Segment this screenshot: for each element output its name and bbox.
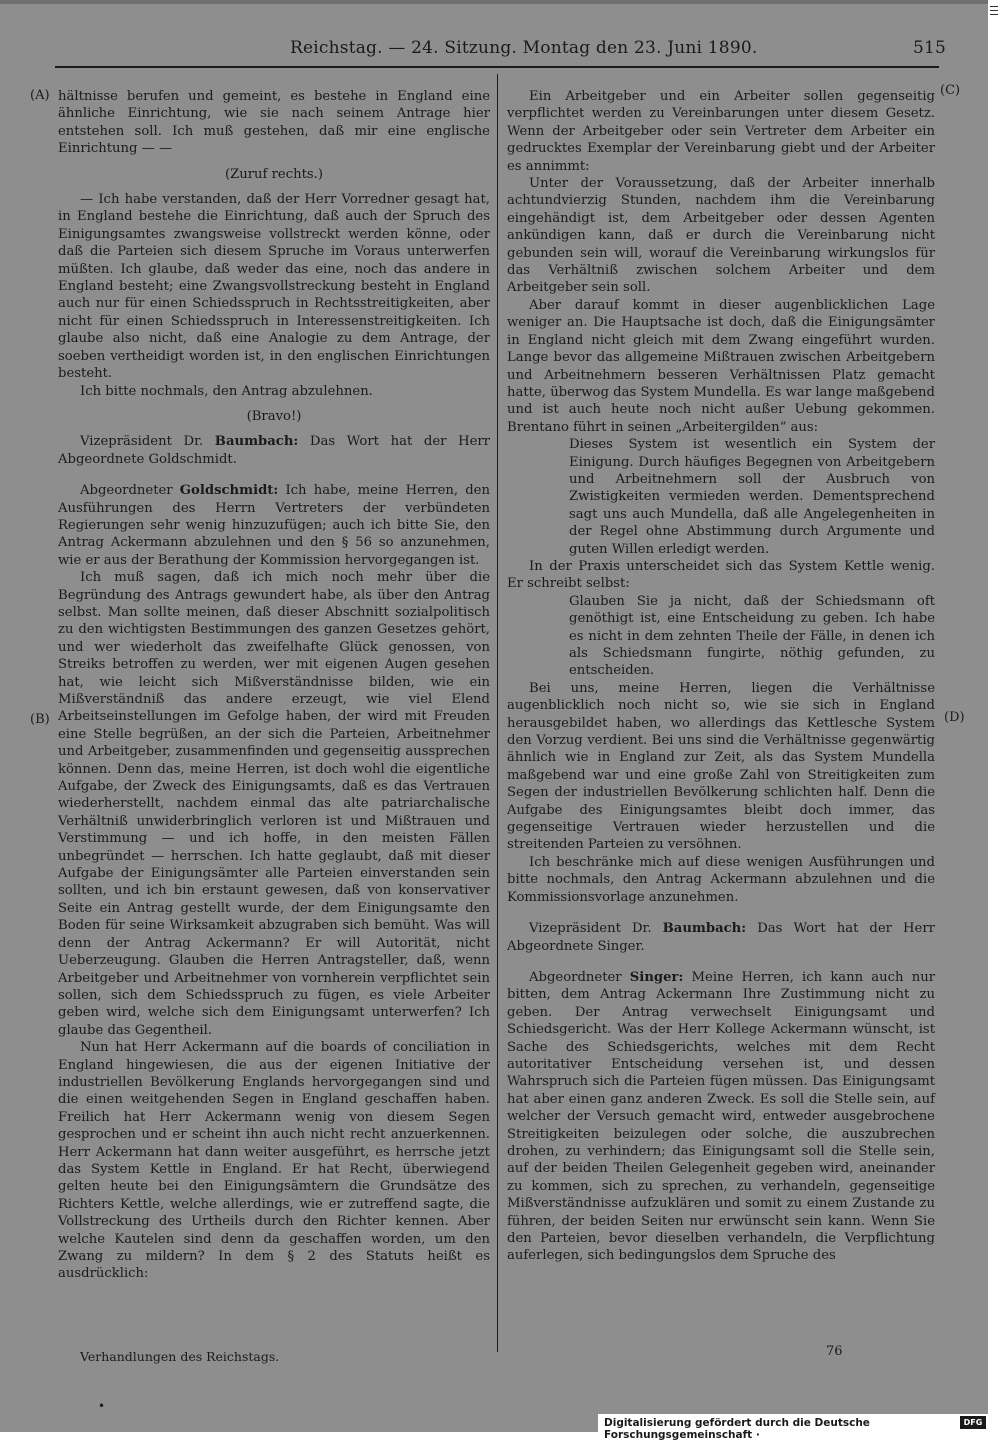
speaker-name: Baumbach: (214, 434, 299, 450)
margin-tick (990, 10, 998, 11)
margin-tick (990, 6, 998, 7)
block-quote: Glauben Sie ja nicht, daß der Schiedsmann oft genöthigt ist, eine Entscheidung zu geben. Ich habe es nicht in dem zehnten Theile der Fälle, in denen ich als Schiedsmann fungirte, nöthig gefunden, zu entscheiden. (569, 593, 935, 679)
margin-tick (990, 14, 998, 15)
left-column (58, 88, 490, 1283)
paragraph: Bei uns, meine Herren, liegen die Verhältnisse augenblicklich noch nicht so, wie sie sich in England herausgebildet haben, wo allerdings das Kettlesche System den Vorzug verdient. Bei uns sind die Verhältnisse gegenwärtig ähnlich wie in England zur Zeit, als das System Mundella maßgebend war und eine große Zahl von Streitigkeiten zum Segen der industriellen Bevölkerung schlichten half. Denn die Aufgabe des Einigungsamtes bleibt doch immer, das gegenseitige Vertrauen wieder herzustellen und die streitenden Parteien zu versöhnen. (507, 680, 935, 853)
dfg-logo: DFG (960, 1416, 986, 1429)
paragraph: Nun hat Herr Ackermann auf die boards of conciliation in England hingewiesen, die aus der eigenen Initiative der industriellen Bevölkerung Englands hervorgegangen sind und die einen weitgehenden Segen in England geschaffen haben. Freilich hat Herr Ackermann wenig von diesem Segen gesprochen und er scheint ihn auch nicht recht anzuerkennen. Herr Ackermann hat dann weiter ausgeführt, es herrsche jetzt das System Kettle in England. Er hat Recht, überwiegend gelten heute bei den Einigungsämtern die Grundsätze des Richters Kettle, welche allerdings, wie er zutreffend sagte, die Vollstreckung des Urtheils durch den Richter kennen. Aber welche Kautelen sind denn da geschaffen worden, um den Zwang zu mildern? In dem § 2 des Statuts heißt es ausdrücklich: (58, 1040, 490, 1282)
speaker-paragraph (507, 920, 935, 955)
paragraph: Aber darauf kommt in dieser augenblicklichen Lage weniger an. Die Hauptsache ist doch, daß die Einigungsämter in England nicht gleich mit dem Zwang eingeführt wurden. Lange bevor das allgemeine Mißtrauen zwischen Arbeitgebern und Arbeitnehmern besseren Verhältnissen Platz gemacht hatte, überwog das System Mundella. Es war lange maßgebend und ist auch heute noch nicht außer Uebung gekommen. Brentano führt in seinen „Arbeitergilden“ aus: (507, 297, 935, 435)
speaker-name: Baumbach: (662, 921, 747, 937)
sheet-signature: 76 (826, 1344, 843, 1359)
spacer (58, 468, 490, 482)
dfg-attribution (598, 1414, 988, 1441)
spacer (507, 955, 935, 969)
speaker-paragraph (58, 482, 490, 569)
block-quote: Dieses System ist wesentlich ein System der Einigung. Durch häufiges Begegnen von Arbeitgebern und Arbeitnehmern soll der Ausbruch von Zwistigkeiten vermieden werden. Dementsprechend sagt uns auch Mundella, daß alle Angelegenheiten in der Regel ohne Abstimmung durch Argumente und guten Willen erledigt werden. (569, 437, 935, 557)
quoted-paragraph: Unter der Voraussetzung, daß der Arbeiter innerhalb achtundvierzig Stunden, nachdem ihm die Vereinbarung eingehändigt ist, dem Arbeitgeber oder dessen Agenten ankündigen kann, daß er durch die Vereinbarung nicht gebunden sein will, worauf die Vereinbarung wirkungslos für das Verhältniß zwischen solchem Arbeiter und dem Arbeitgeber sein soll. (507, 176, 935, 296)
paragraph: Ich muß sagen, daß ich mich noch mehr über die Begründung des Antrags gewundert habe, als über den Antrag selbst. Man sollte meinen, daß dieser Abschnitt sozialpolitisch zu den wichtigsten Bestimmungen des ganzen Gesetzes gehört, und wer wiederholt das zweifelhafte Glück genossen, von Streiks betroffen zu werden, wer mit eigenen Augen gesehen hat, wie leicht sich Mißverständnisse bilden, wie ein Mißverständniß das andere erzeugt, wie viel Elend Arbeitseinstellungen im Gefolge haben, der wird mit Freuden eine Stelle begrüßen, an der sich die Parteien, Arbeitnehmer und Arbeitgeber, zusammenfinden und gegenseitig aussprechen können. Denn das, meine Herren, ist doch wohl die eigentliche Aufgabe, der Zweck des Einigungsamts, daß es das Vertrauen wiederherstellt, nachdem einmal das alte patriarchalische Verhältniß unwiderbringlich verloren ist und Mißtrauen und Verstimmung — und ich hoffe, in den meisten Fällen unbegründet — herrschen. Ich hatte geglaubt, daß mit dieser Aufgabe der Einigungsämter alle Parteien einverstanden sein sollten, und ich bin erstaunt gewesen, daß von konservativer Seite ein Antrag gestellt wurde, der dem Einigungsamte den Boden für seine Wirksamkeit abzugraben sich bemüht. Was will denn der Antrag Ackermann? Er will Autorität, nicht Ueberzeugung. Glauben die Herren Antragsteller, daß, wenn Arbeitgeber und Arbeitnehmer von vornherein verpflichtet sein sollen, sich dem Schiedsspruch zu fügen, es viele Arbeiter geben wird, welche sich dem Einigungsamt unterwerfen? Ich glaube das Gegentheil. (58, 570, 490, 1038)
margin-marker-d: (D) (944, 710, 965, 725)
paragraph: In der Praxis unterscheidet sich das System Kettle wenig. Er schreibt selbst: (507, 558, 935, 592)
speaker-role: Abgeordneter (529, 969, 622, 985)
paragraph: Ich bitte nochmals, den Antrag abzulehnen. (80, 383, 373, 399)
scan-dot: • (98, 1399, 106, 1413)
spacer (507, 906, 935, 920)
speaker-role: Vizepräsident Dr. (80, 434, 204, 450)
speaker-paragraph (58, 433, 490, 468)
speaker-text: Meine Herren, ich kann auch nur bitten, dem Antrag Ackermann Ihre Zustimmung nicht zu geben. Der Antrag verwechselt Einigungsamt und Schiedsgericht. Was der Herr Kollege Ackermann wünscht, ist Sache des Schiedsgerichts, welches mit dem Recht autoritativer Entscheidung versehen ist, und dessen Wahrspruch sich die Parteien fügen müssen. Das Einigungsamt hat aber einen ganz anderen Zweck. Es soll die Stelle sein, auf welcher der Versuch gemacht wird, entweder ausgebrochene Streitigkeiten beizulegen oder solche, die auszubrechen drohen, zu verhindern; das Einigungsamt soll die Stelle sein, auf der beiden Theilen Gelegenheit gegeben wird, aneinander zu kommen, sich zu sprechen, zu verhandeln, gegenseitige Mißverständnisse aufzuklären und somit zu einem Zustande zu führen, der beiden Seiten nur erwünscht sein kann. Wenn Sie den Parteien, bevor dieselben verhandeln, die Verpflichtung auferlegen, sich bedingungslos dem Spruche des (507, 969, 935, 1264)
speaker-text: Ich habe, meine Herren, den Ausführungen des Herrn Vertreters der verbündeten Regierungen sehr wenig hinzuzufügen; auch ich bitte Sie, den Antrag Ackermann abzulehnen und den § 56 so anzunehmen, wie er aus der Berathung der Kommission hervorgegangen ist. (58, 483, 490, 568)
interjection: (Zuruf rechts.) (224, 166, 324, 182)
margin-marker-b: (B) (30, 712, 50, 727)
page-number: 515 (912, 38, 946, 58)
paragraph: Ich beschränke mich auf diese wenigen Ausführungen und bitte nochmals, den Antrag Ackermann abzulehnen und die Kommissionsvorlage anzunehmen. (507, 854, 935, 905)
paragraph: hältnisse berufen und gemeint, es bestehe in England eine ähnliche Einrichtung, wie sie nach seinem Antrage hier entstehen soll. Ich muß gestehen, daß mir eine englische Einrichtung — — (58, 89, 490, 157)
speaker-role: Vizepräsident Dr. (529, 921, 652, 937)
scan-edge (0, 0, 988, 4)
speaker-name: Singer: (629, 969, 684, 985)
margin-marker-c: (C) (940, 83, 961, 98)
quoted-paragraph: Ein Arbeitgeber und ein Arbeiter sollen gegenseitig verpflichtet werden zu Vereinbarungen unter diesem Gesetz. Wenn der Arbeitgeber oder sein Vertreter dem Arbeiter ein gedrucktes Exemplar der Vereinbarung giebt und der Arbeiter es annimmt: (507, 89, 935, 174)
dfg-attribution-text: Digitalisierung gefördert durch die Deutsche Forschungsgemeinschaft · (604, 1417, 870, 1441)
running-title: Reichstag. — 24. Sitzung. Montag den 23. Juni 1890. (290, 38, 758, 58)
footer-note: Verhandlungen des Reichstags. (80, 1349, 280, 1364)
interjection: (Bravo!) (246, 408, 302, 424)
speaker-name: Goldschmidt: (179, 483, 279, 499)
paragraph: — Ich habe verstanden, daß der Herr Vorredner gesagt hat, in England bestehe die Einrichtung, daß auch der Spruch des Einigungsamtes zwangsweise vollstreckt werden könne, oder daß die Parteien sich diesem Spruche im Voraus unterwerfen müßten. Ich glaube, daß weder das eine, noch das andere in England besteht; eine Zwangsvollstreckung besteht in England auch nur für einen Schiedsspruch in Rechtsstreitigkeiten, aber nicht für einen Schiedsspruch in Interessenstreitigkeiten. Ich glaube also nicht, daß eine Analogie zu dem Antrage, der soeben vertheidigt worden ist, in den englischen Einrichtungen besteht. (58, 192, 490, 382)
right-column (507, 88, 935, 1265)
speaker-text: Das Wort hat der Herr Abgeordnete Goldschmidt. (58, 434, 490, 467)
header-rule (55, 66, 939, 68)
column-divider (497, 74, 498, 1352)
scan-margin-strip (988, 0, 1000, 1432)
margin-marker-a: (A) (30, 88, 50, 103)
speaker-text: Das Wort hat der Herr Abgeordnete Singer. (507, 921, 935, 954)
page-header (60, 38, 946, 64)
speaker-paragraph (507, 969, 935, 1265)
speaker-role: Abgeordneter (80, 483, 173, 499)
